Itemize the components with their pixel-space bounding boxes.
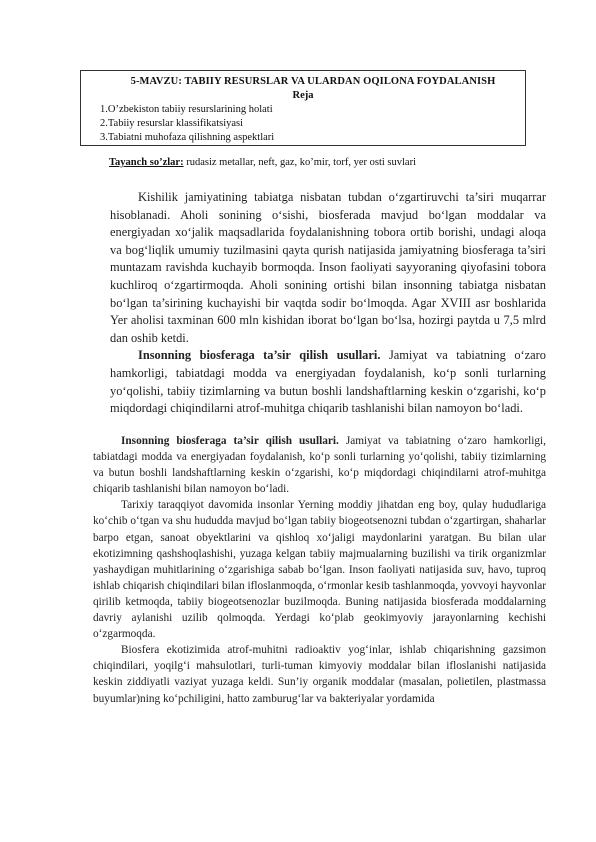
paragraph: Kishilik jamiyatining tabiatga nisbatan tubdan o‘zgartiruvchi ta’siri muqarrar hisoblanadi. Aholi sonining o‘sishi, biosferada mavjud bo‘lgan moddalar va energiyadan xo‘jalik maqsadlarida foydalanishning tobora ortib borishi, undagi aloqa va bog‘liqlik umumiy tuzilmasini qayta qurish natijasida jamiyatning biosferaga ta’siri muntazam ravishda kuchayib bormoqda. Inson faoliyati sayyoraning qiyofasini tobora kuchliroq o‘zgartirmoqda. Aholi sonining ortishi bilan insonning tabiatga nisbatan bo‘lgan ta’sirining kuchayishi bir vaqtda sodir bo‘lmoqda. Agar XVIII asr boshlarida Yer aholisi taxminan 600 mln kishidan iborat bo‘lgan bo‘lsa, hozirgi paytda u 7,5 mlrd dan oshib ketdi.	[110, 190, 546, 345]
scanned-text-block-1	[110, 189, 546, 418]
plan-heading: Reja	[292, 90, 314, 101]
paragraph	[110, 347, 546, 417]
topic-title: 5-MAVZU: TABIIY RESURSLAR VA ULARDAN OQILONA FOYDALANISH	[130, 76, 496, 87]
scanned-text-block-2	[93, 433, 546, 707]
paragraph: Biosfera ekotizimida atrof-muhitni radioaktiv yog‘inlar, ishlab chiqarishning gazsimon chiqindilari, yoqilg‘i mahsulotlari, turli-tuman kimyoviy moddalar bilan ifloslanishi natijasida keskin ziddiyatli vaziyat yuzaga keldi. Sun’iy organik moddalar (masalan, polietilen, plastmassa buyumlar)ning ko‘pchiligini, hatto zamburug‘lar va bakteriyalar yordamida	[93, 644, 546, 705]
keywords-line	[109, 157, 549, 168]
keywords-label: Tayanch so’zlar:	[109, 157, 184, 168]
paragraph	[93, 433, 546, 497]
paragraph-text: Jamiyat va tabiatning o‘zaro hamkorligi, tabiatdagi modda va energiyadan foydalanish, ko‘p sonli turlarning yo‘qolishi, tabiiy tizimlarning va butun boshli landshaftlarning keskin o‘zgarishi, ko‘p miqdordagi chiqindilarni atrof-muhitga chiqarib tashlanishi bilan namoyon bo‘ladi.	[93, 435, 547, 496]
paragraph: Tarixiy taraqqiyot davomida insonlar Yerning moddiy jihatdan eng boy, qulay hududlariga ko‘chib o‘tgan va shu hududda mavjud bo‘lgan tabiiy biogeotsenozni tubdan o‘zgartirgan, shaharlar barpo etgan, sanoat obyektlarini va qishloq xo‘jaligi maydonlarini yaratgan. Bu bilan ular ekotizimning qashshoqlashishi, yuzaga kelgan tabiiy majmualarning buzilishi va tirik organizmlar yashaydigan muhitlarining o‘zgarishiga sabab bo‘lgan. Inson faoliyati natijasida suv, havo, tuproq ishlab chiqarish chiqindilari bilan ifloslanmoqda, o‘rmonlar kesib tashlanmoqda, yovvoyi hayvonlar qirilib ketmoqda, tabiiy biogeotsenozlar buzilmoqda. Buning natijasida biosferada moddalarning davriy aylanishi uzilib qolmoqda. Yerdagi ko‘plab geokimyoviy jarayonlarning kechishi o‘zgarmoqda.	[93, 499, 546, 641]
plan-item: 2.Tabiiy resurslar klassifikatsiyasi	[100, 118, 244, 129]
paragraph-heading: Insonning biosferaga ta’sir qilish usullari.	[138, 348, 381, 363]
paragraph-heading: Insonning biosferaga ta’sir qilish usullari.	[121, 435, 339, 447]
paragraph-text: Jamiyat va tabiatning o‘zaro hamkorligi, tabiatdagi modda va energiyadan foydalanish, ko‘p sonli turlarning yo‘qolishi, tabiiy tizimlarning va butun boshli landshaftlarning keskin o‘zgarishi, ko‘p miqdordagi chiqindilarni atrof-muhitga chiqarib tashlanishi bilan namoyon bo‘ladi.	[110, 348, 546, 416]
keywords-text: rudasiz metallar, neft, gaz, ko’mir, torf, yer osti suvlari	[183, 157, 416, 168]
plan-item: 3.Tabiatni muhofaza qilishning aspektlari	[100, 132, 275, 143]
plan-item: 1.O’zbekiston tabiiy resurslarining holati	[100, 104, 273, 115]
